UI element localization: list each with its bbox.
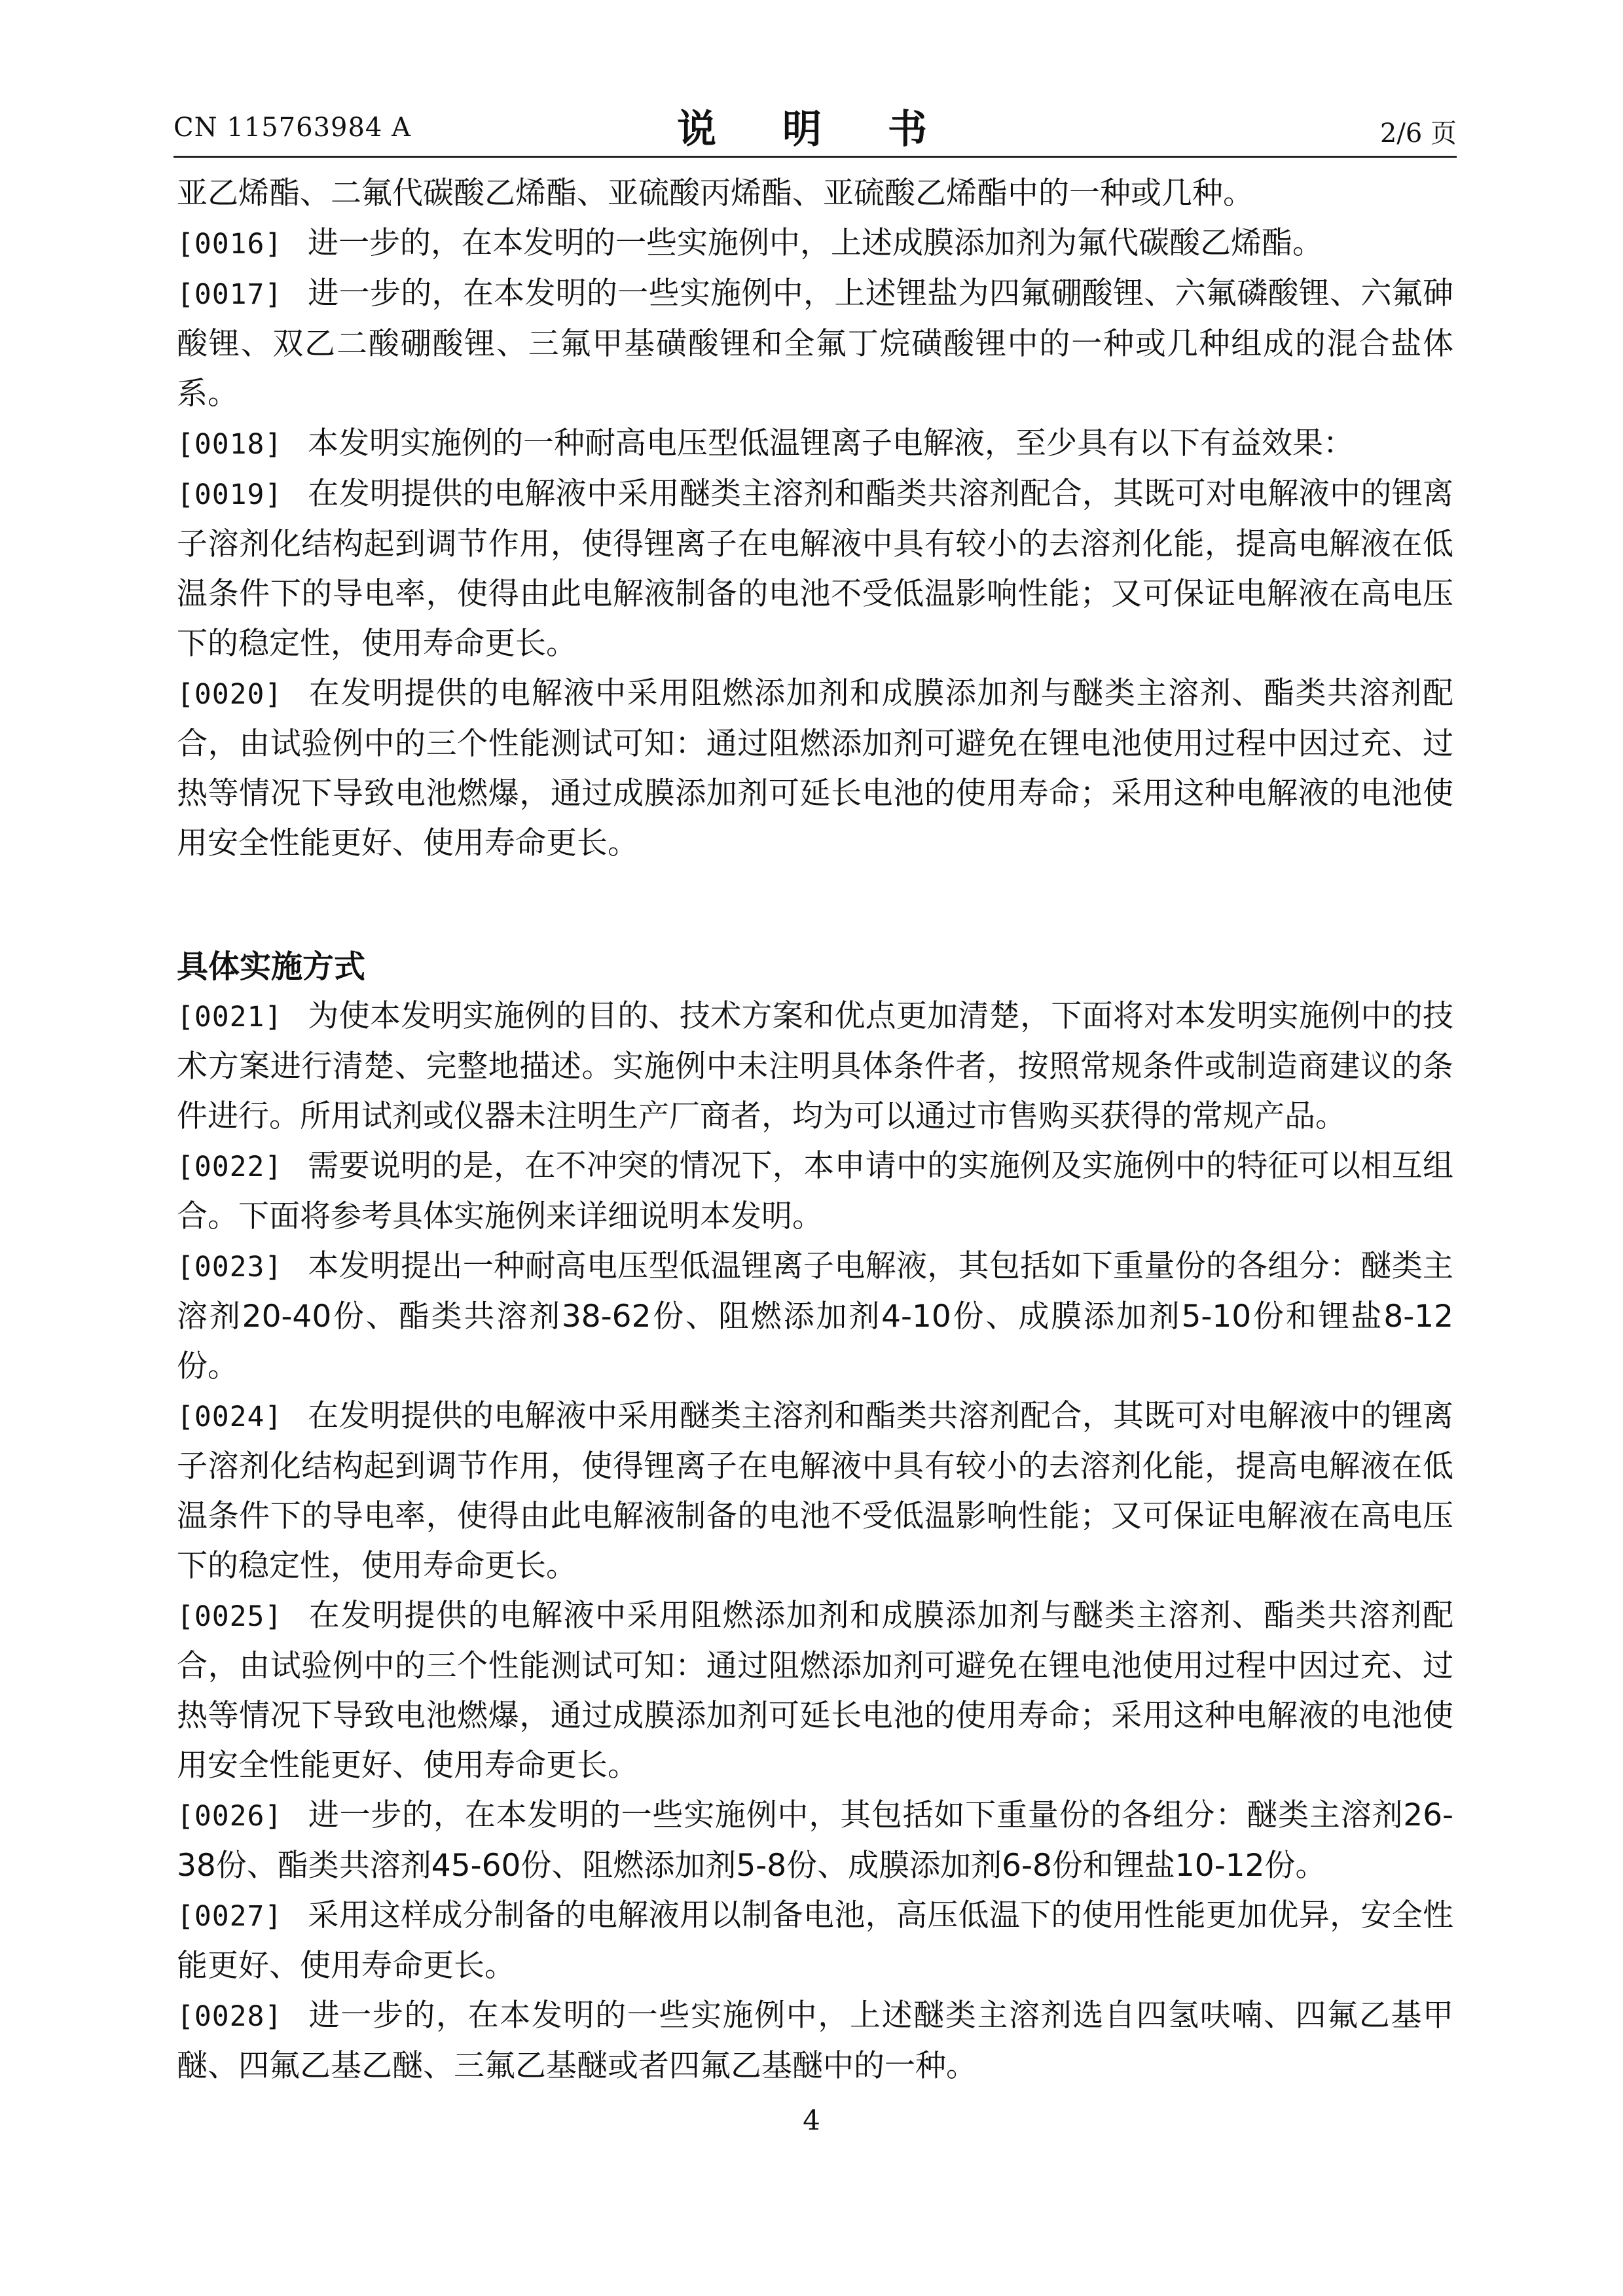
paragraph-text: 亚乙烯酯、二氟代碳酸乙烯酯、亚硫酸丙烯酯、亚硫酸乙烯酯中的一种或几种。 (177, 175, 1254, 211)
paragraph-text: 进一步的，在本发明的一些实施例中，其包括如下重量份的各组分：醚类主溶剂26-38份、酯类共溶剂45-60份、阻燃添加剂5-8份、成膜添加剂6-8份和锂盐10-12份。 (177, 1797, 1453, 1884)
paragraph-0021 (177, 992, 1453, 1141)
paragraph-continuation (177, 169, 1453, 219)
paragraph-number: [0019] (177, 478, 283, 511)
paragraph-number: [0016] (177, 228, 283, 260)
paragraph-0016 (177, 219, 1453, 269)
paragraph-number: [0025] (177, 1600, 283, 1633)
paragraph-0024 (177, 1391, 1453, 1591)
paragraph-text: 在发明提供的电解液中采用阻燃添加剂和成膜添加剂与醚类主溶剂、酯类共溶剂配合，由试验例中的三个性能测试可知：通过阻燃添加剂可避免在锂电池使用过程中因过充、过热等情况下导致电池燃爆，通过成膜添加剂可延长电池的使用寿命；采用这种电解液的电池使用安全性能更好、使用寿命更长。 (177, 1598, 1453, 1784)
paragraph-text: 采用这样成分制备的电解液用以制备电池，高压低温下的使用性能更加优异，安全性能更好、使用寿命更长。 (177, 1897, 1453, 1984)
paragraph-number: [0028] (177, 2000, 283, 2033)
paragraph-0026 (177, 1791, 1453, 1891)
paragraph-number: [0017] (177, 278, 283, 311)
page-title: 说 明 书 (677, 107, 953, 152)
paragraph-0022 (177, 1141, 1453, 1242)
paragraph-text: 进一步的，在本发明的一些实施例中，上述醚类主溶剂选自四氢呋喃、四氟乙基甲醚、四氟乙基乙醚、三氟乙基醚或者四氟乙基醚中的一种。 (177, 1998, 1453, 2084)
paragraph-text: 进一步的，在本发明的一些实施例中，上述成膜添加剂为氟代碳酸乙烯酯。 (308, 225, 1323, 261)
doc-number: CN 115763984 A (173, 113, 411, 143)
paragraph-0019 (177, 469, 1453, 669)
paragraph-text: 进一步的，在本发明的一些实施例中，上述锂盐为四氟硼酸锂、六氟磷酸锂、六氟砷酸锂、双乙二酸硼酸锂、三氟甲基磺酸锂和全氟丁烷磺酸锂中的一种或几种组成的混合盐体系。 (177, 276, 1453, 412)
header-divider (173, 156, 1457, 158)
page-of-indicator: 2/6 页 (1379, 118, 1457, 149)
page-number: 4 (803, 2104, 820, 2136)
paragraph-text: 在发明提供的电解液中采用阻燃添加剂和成膜添加剂与醚类主溶剂、酯类共溶剂配合，由试验例中的三个性能测试可知：通过阻燃添加剂可避免在锂电池使用过程中因过充、过热等情况下导致电池燃爆，通过成膜添加剂可延长电池的使用寿命；采用这种电解液的电池使用安全性能更好、使用寿命更长。 (177, 675, 1453, 861)
paragraph-text: 在发明提供的电解液中采用醚类主溶剂和酯类共溶剂配合，其既可对电解液中的锂离子溶剂化结构起到调节作用，使得锂离子在电解液中具有较小的去溶剂化能，提高电解液在低温条件下的导电率，使得由此电解液制备的电池不受低温影响性能；又可保证电解液在高电压下的稳定性，使用寿命更长。 (177, 476, 1453, 662)
paragraph-number: [0018] (177, 428, 283, 461)
section-heading: 具体实施方式 (177, 948, 366, 985)
paragraph-number: [0027] (177, 1900, 283, 1933)
paragraph-number: [0021] (177, 1001, 283, 1033)
paragraph-0028 (177, 1991, 1453, 2091)
paragraph-number: [0020] (177, 678, 283, 711)
paragraph-text: 本发明提出一种耐高电压型低温锂离子电解液，其包括如下重量份的各组分：醚类主溶剂20-40份、酯类共溶剂38-62份、阻燃添加剂4-10份、成膜添加剂5-10份和锂盐8-12份。 (177, 1248, 1453, 1384)
document-body (177, 169, 1453, 2091)
paragraph-number: [0026] (177, 1800, 283, 1833)
paragraph-0018 (177, 419, 1453, 469)
paragraph-0020 (177, 669, 1453, 869)
paragraph-number: [0024] (177, 1401, 283, 1433)
paragraph-number: [0022] (177, 1151, 283, 1183)
paragraph-0027 (177, 1891, 1453, 1991)
paragraph-0023 (177, 1242, 1453, 1391)
paragraph-text: 为使本发明实施例的目的、技术方案和优点更加清楚，下面将对本发明实施例中的技术方案进行清楚、完整地描述。实施例中未注明具体条件者，按照常规条件或制造商建议的条件进行。所用试剂或仪器未注明生产厂商者，均为可以通过市售购买获得的常规产品。 (177, 998, 1453, 1134)
paragraph-0017 (177, 269, 1453, 419)
paragraph-0025 (177, 1591, 1453, 1791)
paragraph-text: 需要说明的是，在不冲突的情况下，本申请中的实施例及实施例中的特征可以相互组合。下面将参考具体实施例来详细说明本发明。 (177, 1148, 1453, 1234)
page-header (173, 98, 1457, 157)
paragraph-text: 在发明提供的电解液中采用醚类主溶剂和酯类共溶剂配合，其既可对电解液中的锂离子溶剂化结构起到调节作用，使得锂离子在电解液中具有较小的去溶剂化能，提高电解液在低温条件下的导电率，使得由此电解液制备的电池不受低温影响性能；又可保证电解液在高电压下的稳定性，使用寿命更长。 (177, 1398, 1453, 1584)
paragraph-number: [0023] (177, 1251, 283, 1283)
paragraph-text: 本发明实施例的一种耐高电压型低温锂离子电解液，至少具有以下有益效果： (308, 425, 1354, 461)
